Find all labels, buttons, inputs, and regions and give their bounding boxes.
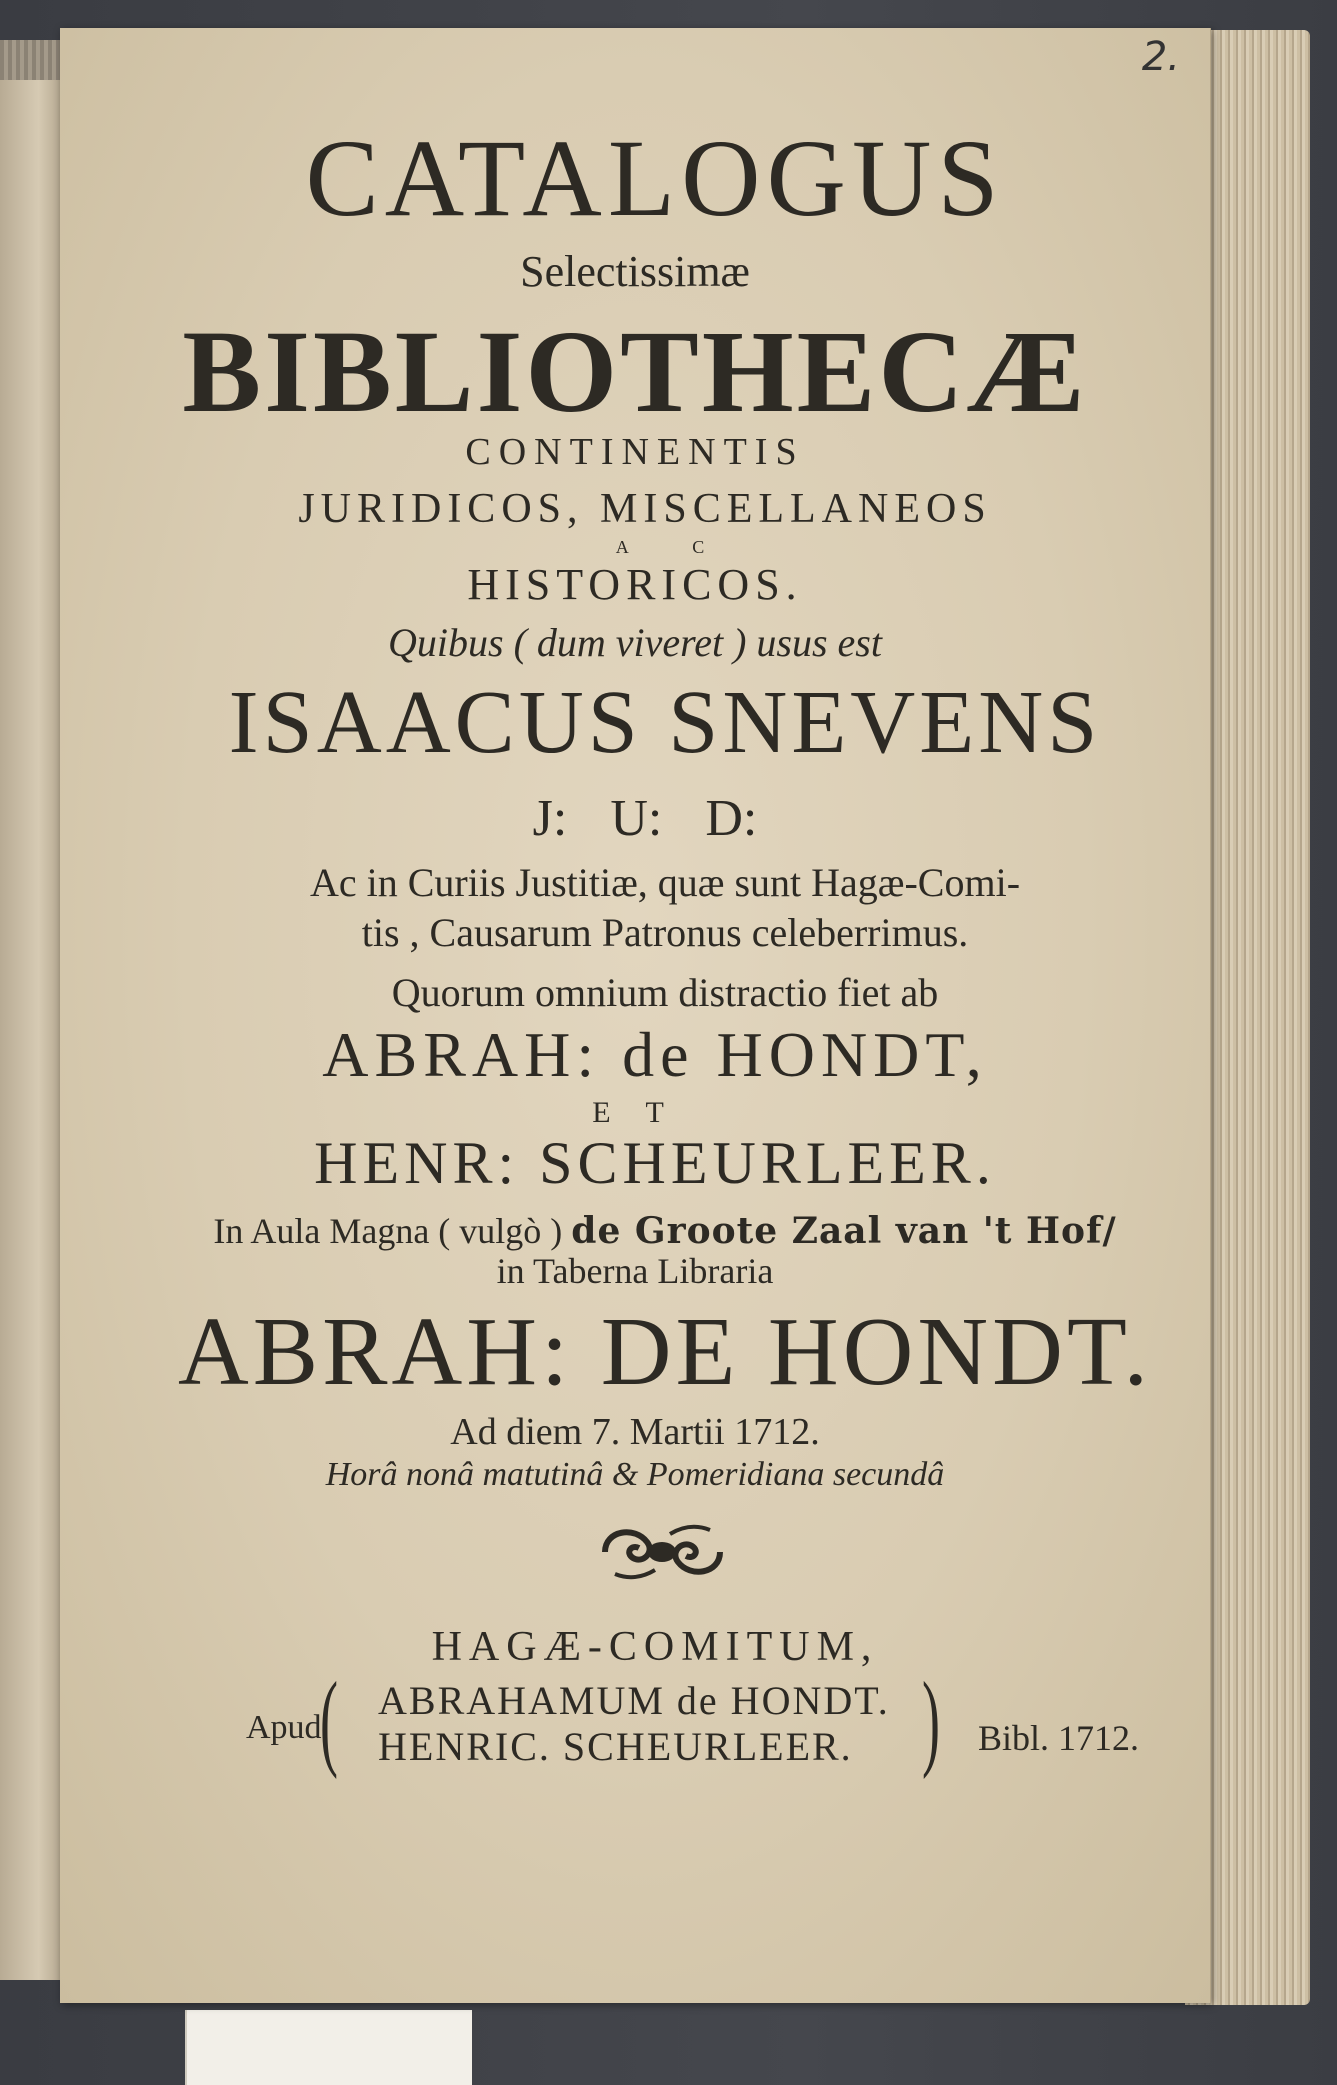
imprint-printer-2: HENRIC. SCHEURLEER. bbox=[378, 1724, 853, 1769]
title-historicos: HISTORICOS. bbox=[467, 560, 803, 609]
bookmark-tab bbox=[185, 2010, 472, 2085]
imprint-bibl: Bibl. 1712. bbox=[978, 1718, 1140, 1758]
sale-hours: Horâ nonâ matutinâ & Pomeridiana secundâ bbox=[325, 1456, 945, 1493]
imprint-city: HAGÆ-COMITUM, bbox=[431, 1624, 879, 1670]
seller-scheurleer: HENR: SCHEURLEER. bbox=[314, 1130, 996, 1196]
title-selectissimae: Selectissimæ bbox=[520, 247, 750, 296]
owner-description-1: Ac in Curiis Justitiæ, quæ sunt Hagæ-Comi- bbox=[309, 860, 1021, 905]
fleuron-ornament-icon bbox=[595, 1518, 730, 1586]
owner-intro: Quibus ( dum viveret ) usus est bbox=[388, 620, 882, 665]
owner-name: ISAACUS SNEVENS bbox=[228, 673, 1102, 772]
imprint-printer-1: ABRAHAMUM de HONDT. bbox=[378, 1678, 890, 1723]
sale-date: Ad diem 7. Martii 1712. bbox=[450, 1411, 820, 1453]
title-continentis: CONTINENTIS bbox=[465, 431, 805, 473]
sale-place-line-2: in Taberna Libraria bbox=[496, 1251, 774, 1291]
owner-degree: J: U: D: bbox=[532, 790, 758, 847]
seller-de-hondt: ABRAH: de HONDT, bbox=[322, 1019, 988, 1090]
title-bibliothecae: BIBLIOTHECÆ bbox=[182, 306, 1088, 437]
title-catalogus: CATALOGUS bbox=[305, 117, 1005, 239]
seller-et: E T bbox=[592, 1096, 678, 1129]
imprint-right-brace: ) bbox=[922, 1661, 940, 1780]
sale-place-gothic: de Groote Zaal van 't Hof/ bbox=[571, 1210, 1117, 1252]
imprint-block bbox=[60, 1661, 1210, 1780]
imprint-apud: Apud bbox=[246, 1709, 322, 1746]
imprint-left-brace: ( bbox=[320, 1661, 338, 1780]
shop-name: ABRAH: DE HONDT. bbox=[177, 1298, 1153, 1406]
owner-description-2: tis , Causarum Patronus celeberrimus. bbox=[361, 910, 969, 955]
page-number: 2. bbox=[1141, 34, 1180, 80]
title-page bbox=[60, 28, 1211, 2003]
title-juridicos: JURIDICOS, MISCELLANEOS bbox=[298, 486, 992, 532]
sale-place-line-1 bbox=[60, 1210, 1240, 1252]
sale-intro: Quorum omnium distractio fiet ab bbox=[391, 970, 939, 1015]
sale-place-roman: In Aula Magna ( vulgò ) bbox=[213, 1211, 563, 1251]
title-ac: A C bbox=[615, 537, 735, 557]
